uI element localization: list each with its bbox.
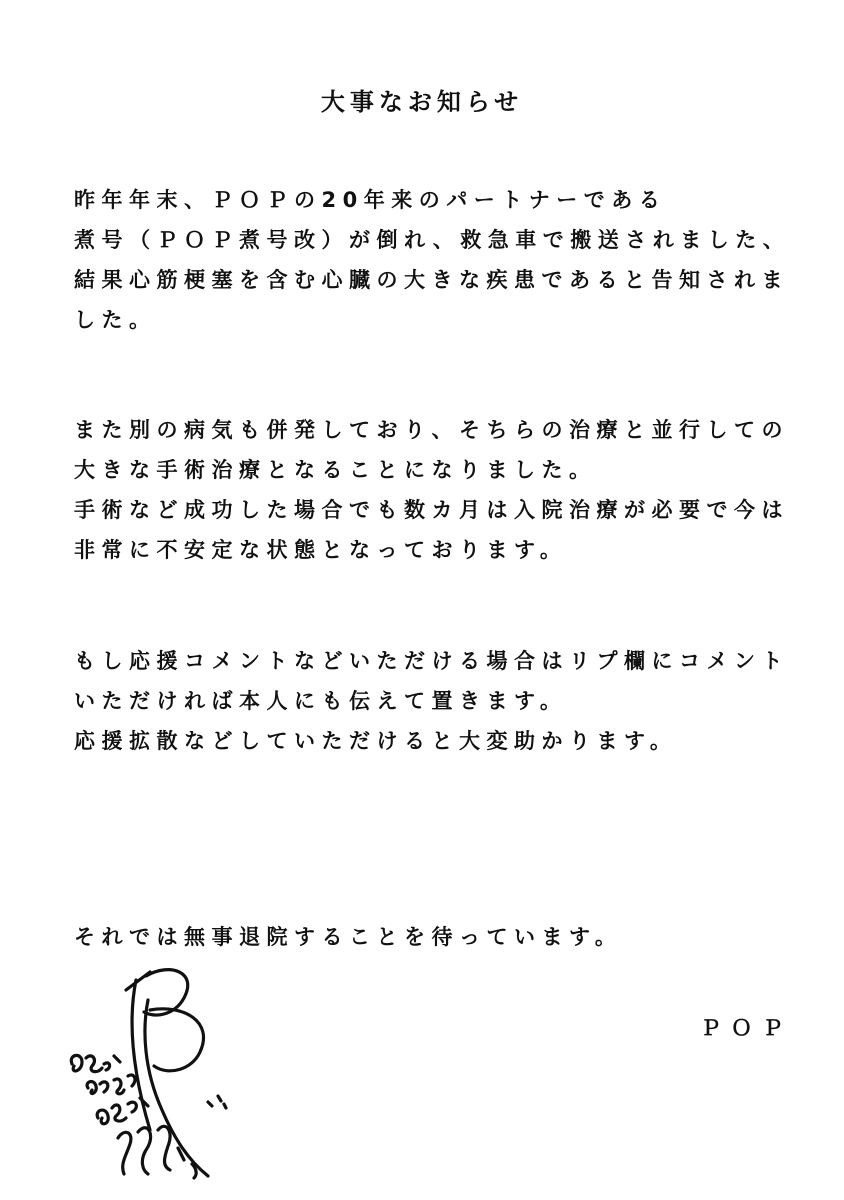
paragraph-line: 応援拡散などしていただけると大変助かります。 xyxy=(74,729,678,753)
paragraph-4 xyxy=(74,917,794,957)
paragraph-3 xyxy=(74,641,794,761)
paragraph-line: 結果心筋梗塞を含む心臓の大きな疾患であると告知されま xyxy=(74,268,789,292)
paragraph-line: した。 xyxy=(74,308,157,332)
paragraph-line: 大きな手術治療となることになりました。 xyxy=(74,458,597,482)
paragraph-line: また別の病気も併発しており、そちらの治療と並行しての xyxy=(74,418,789,442)
paragraph-line: それでは無事退院することを待っています。 xyxy=(74,925,623,949)
paragraph-line: 昨年年末、ＰＯＰの20年来のパートナーである xyxy=(74,188,667,212)
paragraph-line: もし応援コメントなどいただける場合はリプ欄にコメント xyxy=(74,649,789,673)
paragraph-line: 非常に不安定な状態となっております。 xyxy=(74,538,568,562)
paragraph-line: 手術など成功した場合でも数カ月は入院治療が必要で今は xyxy=(74,498,789,522)
paragraph-1 xyxy=(74,180,794,340)
paragraph-2 xyxy=(74,410,794,570)
paragraph-line: 煮号（ＰＯＰ煮号改）が倒れ、救急車で搬送されました、 xyxy=(74,228,791,252)
paragraph-line: いただければ本人にも伝えて置きます。 xyxy=(74,689,568,713)
handwritten-signature xyxy=(58,960,258,1185)
page-title: 大事なお知らせ xyxy=(320,88,524,116)
author-name: ＰＯＰ xyxy=(700,1016,793,1040)
